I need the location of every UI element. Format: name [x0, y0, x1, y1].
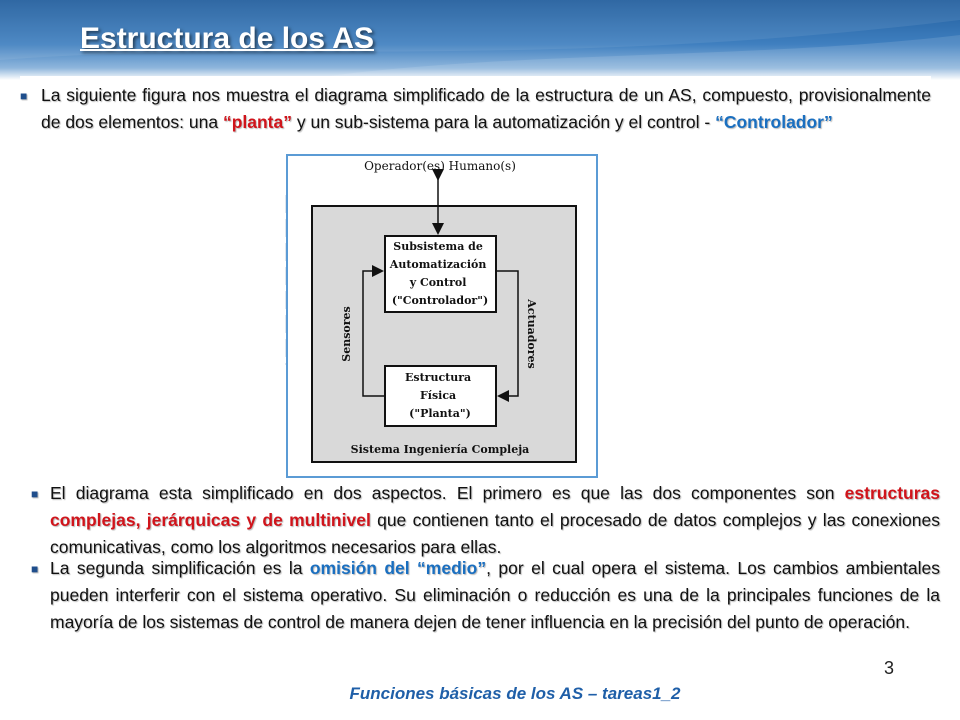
- plant-line-3: ("Planta"): [409, 407, 471, 420]
- plant-line-1: Estructura: [405, 371, 472, 384]
- structure-diagram-svg: [288, 156, 596, 476]
- intro-controlador: “Controlador”: [715, 112, 833, 132]
- structure-diagram: [286, 154, 598, 478]
- controller-line-3: y Control: [409, 276, 467, 289]
- footer-text: Funciones básicas de los AS – tareas1_2: [349, 684, 681, 703]
- intro-text-before: La siguiente figura nos muestra el diagrama simplificado de la estructura de un AS, compuesto, provisionalmente de dos elementos: una: [41, 85, 931, 132]
- operator-label: Operador(es) Humano(s): [364, 159, 516, 173]
- bullet-2: [31, 555, 940, 636]
- intro-text-middle: y un sub-sistema para la automatización y el control -: [291, 112, 716, 132]
- page-number: 3: [884, 658, 895, 678]
- plant-line-2: Física: [419, 389, 457, 402]
- bullet-marker-icon: ■: [31, 487, 39, 501]
- controller-line-2: Automatización: [389, 258, 487, 271]
- outer-system-label: Sistema Ingeniería Compleja: [350, 443, 530, 456]
- bullet-2-highlight: omisión del “medio”: [309, 558, 487, 578]
- bullet-1: [31, 480, 940, 561]
- actuators-label: Actuadores: [525, 299, 538, 369]
- bullet-2-before: La segunda simplificación es la: [50, 558, 310, 578]
- controller-line-4: ("Controlador"): [391, 294, 489, 307]
- sensors-label: Sensores: [340, 306, 353, 362]
- controller-line-1: Subsistema de: [393, 240, 483, 253]
- bullet-2-after: , por el cual opera el sistema. Los cambios ambientales pueden interferir con el sistema operativo. Su eliminación o reducción es una de la principales funciones de la mayoría de los sistemas de control de manera dejen de tener influencia en la precisión del punto de operación.: [50, 558, 940, 632]
- bullet-1-highlight: estructuras complejas, jerárquicas y de multinivel: [50, 483, 940, 530]
- bullet-1-after: que contienen tanto el procesado de datos complejos y las conexiones comunicativas, como los algoritmos necesarios para ellas.: [50, 510, 940, 557]
- bullet-marker-icon: ■: [20, 89, 28, 103]
- intro-planta: “planta”: [222, 112, 292, 132]
- intro-paragraph: [20, 82, 931, 136]
- bullet-1-before: El diagrama esta simplificado en dos aspectos. El primero es que las dos componentes son: [50, 483, 845, 503]
- bullet-marker-icon: ■: [31, 562, 39, 576]
- slide-title: Estructura de los AS: [80, 22, 374, 55]
